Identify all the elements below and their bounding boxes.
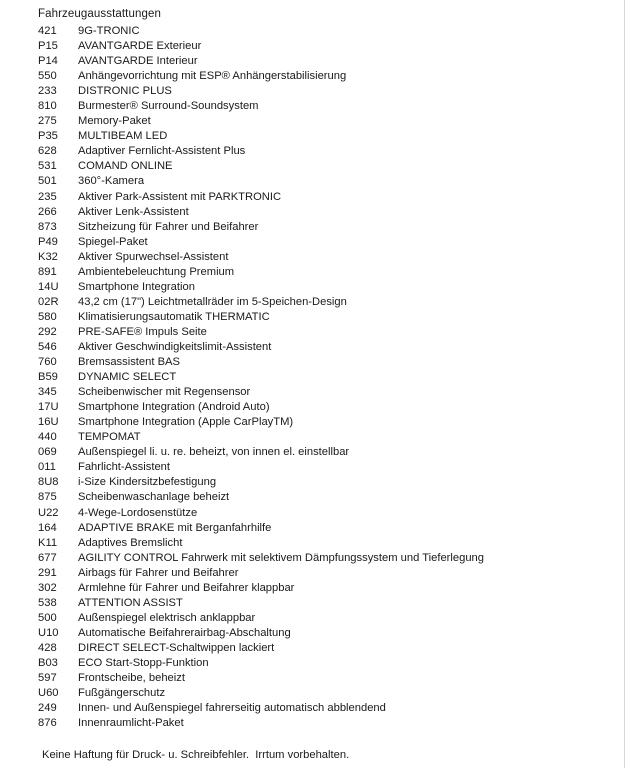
equipment-code: 233	[38, 85, 57, 98]
equipment-code: 501	[38, 175, 57, 188]
equipment-label: Bremsassistent BAS	[78, 356, 180, 369]
equipment-row	[38, 99, 598, 114]
equipment-label: Innenraumlicht-Paket	[78, 717, 184, 730]
equipment-label: ATTENTION ASSIST	[78, 596, 183, 609]
equipment-code: P35	[38, 130, 58, 143]
equipment-label: DYNAMIC SELECT	[78, 371, 177, 384]
equipment-code: U60	[38, 687, 59, 700]
equipment-code: 8U8	[38, 476, 59, 489]
equipment-code: 292	[38, 325, 57, 338]
equipment-row	[38, 310, 598, 325]
equipment-code: 428	[38, 641, 57, 654]
equipment-row	[38, 129, 598, 144]
equipment-label: Armlehne für Fahrer und Beifahrer klappbar	[78, 581, 295, 594]
equipment-code: 235	[38, 190, 57, 203]
equipment-label: Fußgängerschutz	[78, 687, 166, 700]
equipment-label: MULTIBEAM LED	[78, 130, 168, 143]
equipment-label: AVANTGARDE Interieur	[78, 55, 198, 68]
equipment-label: Adaptiver Fernlicht-Assistent Plus	[78, 145, 246, 158]
equipment-row	[38, 69, 598, 84]
equipment-row	[38, 611, 598, 626]
equipment-row	[38, 656, 598, 671]
equipment-row	[38, 174, 598, 189]
equipment-label: COMAND ONLINE	[78, 160, 173, 173]
equipment-label: Scheibenwaschanlage beheizt	[78, 491, 230, 504]
equipment-code: 875	[38, 491, 57, 504]
equipment-code: B03	[38, 656, 58, 669]
equipment-label: Automatische Beifahrerairbag-Abschaltung	[78, 626, 291, 639]
equipment-code: 546	[38, 340, 57, 353]
equipment-row	[38, 506, 598, 521]
equipment-row	[38, 521, 598, 536]
equipment-code: P49	[38, 235, 58, 248]
equipment-label: Memory-Paket	[78, 115, 151, 128]
equipment-row	[38, 39, 598, 54]
equipment-code: P14	[38, 55, 58, 68]
disclaimer-note: Keine Haftung für Druck- u. Schreibfehler. Irrtum vorbehalten.	[42, 749, 350, 761]
page-edge-divider	[624, 0, 625, 768]
equipment-list	[38, 24, 598, 731]
equipment-label: DIRECT SELECT-Schaltwippen lackiert	[78, 641, 275, 654]
equipment-row	[38, 114, 598, 129]
equipment-row	[38, 686, 598, 701]
equipment-label: Smartphone Integration (Apple CarPlayTM)	[78, 416, 294, 429]
equipment-code: 069	[38, 446, 57, 459]
equipment-row	[38, 235, 598, 250]
equipment-code: 580	[38, 310, 57, 323]
equipment-row	[38, 205, 598, 220]
equipment-code: 500	[38, 611, 57, 624]
equipment-label: Airbags für Fahrer und Beifahrer	[78, 566, 239, 579]
equipment-code: 291	[38, 566, 57, 579]
equipment-code: P15	[38, 40, 58, 53]
equipment-row	[38, 355, 598, 370]
equipment-label: Smartphone Integration (Android Auto)	[78, 401, 270, 414]
equipment-row	[38, 159, 598, 174]
equipment-label: Aktiver Park-Assistent mit PARKTRONIC	[78, 190, 282, 203]
equipment-label: 4-Wege-Lordosenstütze	[78, 506, 198, 519]
equipment-row	[38, 84, 598, 99]
equipment-label: Aktiver Lenk-Assistent	[78, 205, 189, 218]
equipment-label: Scheibenwischer mit Regensensor	[78, 386, 251, 399]
equipment-row	[38, 250, 598, 265]
equipment-label: Außenspiegel li. u. re. beheizt, von innen el. einstellbar	[78, 446, 350, 459]
equipment-row	[38, 626, 598, 641]
equipment-label: 9G-TRONIC	[78, 25, 140, 37]
equipment-label: ADAPTIVE BRAKE mit Berganfahrhilfe	[78, 521, 272, 534]
equipment-code: 275	[38, 115, 57, 128]
equipment-code: 14U	[38, 280, 59, 293]
equipment-row	[38, 325, 598, 340]
equipment-label: TEMPOMAT	[78, 431, 141, 444]
equipment-label: Smartphone Integration	[78, 280, 195, 293]
equipment-row	[38, 340, 598, 355]
equipment-label: Frontscheibe, beheizt	[78, 672, 185, 685]
equipment-code: 440	[38, 431, 57, 444]
equipment-label: Spiegel-Paket	[78, 235, 148, 248]
equipment-label: Burmester® Surround-Soundsystem	[78, 100, 259, 113]
equipment-row	[38, 475, 598, 490]
equipment-code: B59	[38, 371, 58, 384]
equipment-row	[38, 445, 598, 460]
equipment-row	[38, 581, 598, 596]
equipment-row	[38, 430, 598, 445]
equipment-label: Aktiver Geschwindigkeitslimit-Assistent	[78, 340, 272, 353]
equipment-label: AGILITY CONTROL Fahrwerk mit selektivem Dämpfungssystem und Tieferlegung	[78, 551, 484, 564]
equipment-row	[38, 551, 598, 566]
equipment-code: U10	[38, 626, 59, 639]
equipment-label: DISTRONIC PLUS	[78, 85, 172, 98]
equipment-code: K32	[38, 250, 58, 263]
equipment-row	[38, 566, 598, 581]
section-title: Fahrzeugausstattungen	[38, 8, 161, 20]
equipment-code: 677	[38, 551, 57, 564]
equipment-row	[38, 596, 598, 611]
equipment-label: Klimatisierungsautomatik THERMATIC	[78, 310, 270, 323]
equipment-label: Außenspiegel elektrisch anklappbar	[78, 611, 256, 624]
equipment-label: Innen- und Außenspiegel fahrerseitig automatisch abblendend	[78, 702, 386, 715]
equipment-code: 345	[38, 386, 57, 399]
equipment-label: PRE-SAFE® Impuls Seite	[78, 325, 207, 338]
equipment-code: 873	[38, 220, 57, 233]
equipment-code: 17U	[38, 401, 59, 414]
equipment-row	[38, 220, 598, 235]
equipment-code: 876	[38, 717, 57, 730]
equipment-row	[38, 671, 598, 686]
equipment-code: K11	[38, 536, 58, 549]
equipment-code: 531	[38, 160, 57, 173]
equipment-row	[38, 385, 598, 400]
equipment-label: 360°-Kamera	[78, 175, 145, 188]
equipment-label: Sitzheizung für Fahrer und Beifahrer	[78, 220, 259, 233]
equipment-row	[38, 490, 598, 505]
equipment-code: 550	[38, 70, 57, 83]
equipment-row	[38, 536, 598, 551]
equipment-label: Anhängevorrichtung mit ESP® Anhängerstabilisierung	[78, 70, 347, 83]
equipment-code: 266	[38, 205, 57, 218]
equipment-row	[38, 701, 598, 716]
equipment-label: Ambientebeleuchtung Premium	[78, 265, 235, 278]
equipment-row	[38, 280, 598, 295]
equipment-code: 810	[38, 100, 57, 113]
equipment-label: i-Size Kindersitzbefestigung	[78, 476, 217, 489]
equipment-code: 02R	[38, 295, 59, 308]
equipment-row	[38, 24, 598, 39]
equipment-row	[38, 400, 598, 415]
equipment-code: 302	[38, 581, 57, 594]
equipment-row	[38, 54, 598, 69]
equipment-row	[38, 716, 598, 731]
equipment-label: AVANTGARDE Exterieur	[78, 40, 202, 53]
equipment-code: 628	[38, 145, 57, 158]
equipment-row	[38, 460, 598, 475]
equipment-label: 43,2 cm (17") Leichtmetallräder im 5-Speichen-Design	[78, 295, 347, 308]
equipment-code: 16U	[38, 416, 59, 429]
equipment-code: 891	[38, 265, 57, 278]
equipment-row	[38, 265, 598, 280]
equipment-label: Aktiver Spurwechsel-Assistent	[78, 250, 229, 263]
equipment-label: Fahrlicht-Assistent	[78, 461, 171, 474]
equipment-code: U22	[38, 506, 59, 519]
equipment-code: 011	[38, 461, 56, 474]
equipment-code: 538	[38, 596, 57, 609]
equipment-code: 597	[38, 672, 57, 685]
equipment-row	[38, 190, 598, 205]
equipment-row	[38, 295, 598, 310]
equipment-row	[38, 144, 598, 159]
equipment-code: 760	[38, 356, 57, 369]
equipment-label: ECO Start-Stopp-Funktion	[78, 656, 209, 669]
equipment-label: Adaptives Bremslicht	[78, 536, 183, 549]
equipment-row	[38, 415, 598, 430]
equipment-row	[38, 641, 598, 656]
equipment-row	[38, 370, 598, 385]
equipment-code: 421	[38, 25, 57, 37]
equipment-code: 164	[38, 521, 57, 534]
equipment-code: 249	[38, 702, 57, 715]
